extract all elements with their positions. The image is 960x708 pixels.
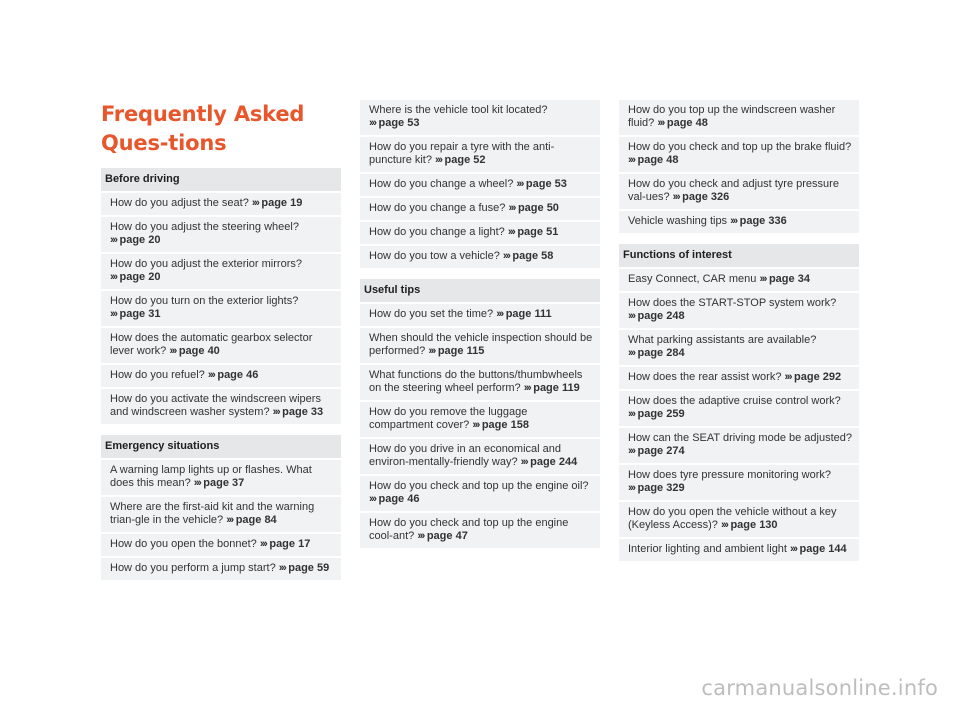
faq-question: How do you check and adjust tyre pressure val-ues?: [628, 178, 839, 203]
page-label: page: [637, 482, 664, 494]
reference-arrow-icon: ›››: [472, 419, 479, 431]
page-label: page: [203, 477, 229, 489]
page-label: page: [533, 382, 559, 394]
page-number: 52: [473, 154, 486, 166]
page-label: page: [768, 273, 795, 285]
section-header: Functions of interest: [619, 244, 859, 267]
reference-arrow-icon: ›››: [369, 117, 376, 129]
page-number: 274: [666, 445, 685, 457]
reference-arrow-icon: ›››: [169, 345, 176, 357]
page-label: page: [444, 154, 471, 166]
page-label: page: [730, 519, 757, 531]
page-number: 40: [207, 345, 220, 357]
page-number: 119: [561, 382, 580, 394]
page-reference-link[interactable]: [628, 408, 685, 420]
reference-arrow-icon: ›››: [508, 202, 515, 214]
page-reference-link[interactable]: [730, 215, 787, 227]
page-reference-link[interactable]: [226, 514, 277, 526]
page-label: page: [178, 345, 205, 357]
page-reference-link[interactable]: [110, 308, 161, 320]
page-label: page: [505, 308, 532, 320]
page-reference-link[interactable]: [628, 347, 685, 359]
page-label: page: [437, 345, 464, 357]
faq-question: Where are the first-aid kit and the warning trian-gle in the vehicle?: [110, 501, 315, 526]
reference-arrow-icon: ›››: [417, 530, 424, 542]
reference-arrow-icon: ›››: [259, 538, 267, 550]
page-reference-link[interactable]: [721, 519, 778, 531]
faq-item: [101, 558, 341, 580]
faq-question: How does the rear assist work?: [628, 371, 782, 383]
page-label: page: [799, 543, 826, 555]
reference-arrow-icon: ›››: [507, 226, 515, 238]
page-label: page: [288, 562, 314, 574]
faq-item: [360, 476, 600, 511]
page-reference-link[interactable]: [472, 419, 529, 431]
page-number: 84: [264, 514, 277, 526]
page-reference-link[interactable]: [428, 345, 484, 357]
page-reference-link[interactable]: [435, 154, 486, 166]
faq-question: How can the SEAT driving mode be adjusted?: [628, 432, 853, 444]
page-number: 248: [666, 310, 685, 322]
page-label: page: [525, 178, 552, 190]
page-number: 53: [554, 178, 567, 190]
faq-item: [101, 389, 341, 424]
faq-item: [101, 497, 341, 532]
page-reference-link[interactable]: [110, 271, 161, 283]
page-reference-link[interactable]: [516, 178, 567, 190]
faq-item: [360, 439, 600, 474]
page-number: 37: [232, 477, 245, 489]
page-number: 51: [546, 226, 559, 238]
page-number: 284: [666, 347, 685, 359]
page-label: page: [378, 493, 405, 505]
page-reference-link[interactable]: [369, 117, 420, 129]
reference-arrow-icon: ›››: [428, 345, 435, 357]
faq-section: [101, 435, 341, 580]
reference-arrow-icon: ›››: [628, 408, 635, 420]
faq-question: How do you adjust the exterior mirrors?: [110, 258, 302, 270]
faq-question: What functions do the buttons/thumbwheels on the steering wheel perform?: [369, 369, 583, 394]
faq-question: How do you change a fuse?: [369, 202, 506, 214]
page-label: page: [637, 347, 664, 359]
faq-question: Where is the vehicle tool kit located?: [369, 104, 548, 116]
reference-arrow-icon: ›››: [278, 562, 286, 574]
reference-arrow-icon: ›››: [435, 154, 442, 166]
page-reference-link[interactable]: [628, 482, 685, 494]
reference-arrow-icon: ›››: [110, 234, 117, 246]
faq-item: [360, 100, 600, 135]
reference-arrow-icon: ›››: [523, 382, 531, 394]
reference-arrow-icon: ›››: [110, 308, 117, 320]
page-reference-link[interactable]: [790, 543, 847, 555]
faq-section: [101, 168, 341, 424]
faq-question: How do you remove the luggage compartment cover?: [369, 406, 528, 431]
column-3: [619, 100, 859, 572]
faq-question: How do you top up the windscreen washer fluid?: [628, 104, 836, 129]
reference-arrow-icon: ›››: [207, 369, 215, 381]
page-label: page: [666, 117, 693, 129]
page-label: page: [426, 530, 453, 542]
reference-arrow-icon: ›››: [720, 519, 728, 531]
faq-question: How do you check and top up the engine cool-ant?: [369, 517, 569, 542]
page-reference-link[interactable]: [524, 382, 580, 394]
reference-arrow-icon: ›››: [730, 215, 737, 227]
faq-item: [619, 137, 859, 172]
page-number: 144: [828, 543, 847, 555]
page-reference-link[interactable]: [785, 371, 842, 383]
faq-item: [101, 291, 341, 326]
page-reference-link[interactable]: [508, 202, 559, 214]
faq-item: [360, 304, 600, 326]
reference-arrow-icon: ›››: [272, 406, 280, 418]
page-label: page: [282, 406, 308, 418]
page-reference-link[interactable]: [369, 493, 420, 505]
reference-arrow-icon: ›››: [496, 308, 503, 320]
reference-arrow-icon: ›››: [226, 514, 233, 526]
page-label: page: [682, 191, 708, 203]
faq-item: [619, 211, 859, 233]
faq-question: How do you check and top up the engine oil?: [369, 480, 589, 492]
reference-arrow-icon: ›››: [516, 178, 523, 190]
page-number: 244: [558, 456, 578, 468]
faq-question: How do you drive in an economical and environ-mentally-friendly way?: [369, 443, 562, 468]
faq-question: How do you refuel?: [110, 369, 205, 381]
faq-item: [619, 293, 859, 328]
page-number: 111: [534, 308, 552, 320]
page-number: 48: [695, 117, 708, 129]
page-reference-link[interactable]: [194, 477, 245, 489]
page-reference-link[interactable]: [657, 117, 708, 129]
page-number: 58: [541, 250, 554, 262]
faq-item: [101, 365, 341, 387]
faq-question: How do you set the time?: [369, 308, 494, 320]
page-title: Frequently Asked Ques-tions: [101, 102, 305, 155]
page-number: 259: [666, 408, 685, 420]
reference-arrow-icon: ›››: [784, 371, 792, 383]
page-label: page: [517, 202, 544, 214]
page-number: 158: [510, 419, 529, 431]
page-label: page: [512, 250, 539, 262]
page-label: page: [269, 538, 296, 550]
page-number: 33: [310, 406, 324, 418]
faq-item: [619, 391, 859, 426]
faq-item: [360, 513, 600, 548]
section-header: Before driving: [101, 168, 341, 191]
reference-arrow-icon: ›››: [520, 456, 528, 468]
page-label: page: [794, 371, 820, 383]
faq-item: [619, 330, 859, 365]
reference-arrow-icon: ›››: [369, 493, 376, 505]
faq-question: How do you open the bonnet?: [110, 538, 257, 550]
column-1: [101, 100, 341, 591]
watermark-text: carmanualsonline.info: [701, 676, 938, 700]
faq-item: [619, 428, 859, 463]
page-label: page: [261, 197, 288, 209]
reference-arrow-icon: ›››: [193, 477, 201, 489]
page-number: 336: [768, 215, 787, 227]
page-number: 46: [246, 369, 259, 381]
faq-item: [360, 174, 600, 196]
faq-question: How do you adjust the seat?: [110, 197, 249, 209]
page-reference-link[interactable]: [503, 250, 554, 262]
faq-item: [360, 137, 600, 172]
faq-item: [619, 367, 859, 389]
faq-question: A warning lamp lights up or flashes. What does this mean?: [110, 464, 312, 489]
reference-arrow-icon: ›››: [628, 482, 635, 494]
column-2: [360, 100, 600, 559]
page-reference-link[interactable]: [496, 308, 551, 320]
page-label: page: [637, 310, 664, 322]
reference-arrow-icon: ›››: [251, 197, 259, 209]
page-reference-link[interactable]: [279, 562, 330, 574]
faq-item: [360, 365, 600, 400]
page-label: page: [378, 117, 405, 129]
faq-item: [360, 402, 600, 437]
section-header: Emergency situations: [101, 435, 341, 458]
faq-question: How do you activate the windscreen wipers and windscreen washer system?: [110, 393, 321, 418]
faq-question: How do you perform a jump start?: [110, 562, 276, 574]
reference-arrow-icon: ›››: [628, 445, 635, 457]
reference-arrow-icon: ›››: [759, 273, 766, 285]
faq-item: [619, 100, 859, 135]
page-reference-link[interactable]: [260, 538, 311, 550]
page-reference-link[interactable]: [508, 226, 559, 238]
page-label: page: [119, 308, 146, 320]
page-label: page: [637, 445, 664, 457]
reference-arrow-icon: ›››: [628, 154, 635, 166]
page-reference-link[interactable]: [417, 530, 468, 542]
page-number: 329: [666, 482, 685, 494]
faq-item: [619, 539, 859, 561]
page-number: 20: [148, 234, 161, 246]
page-number: 31: [148, 308, 161, 320]
page-reference-link[interactable]: [628, 310, 685, 322]
reference-arrow-icon: ›››: [672, 191, 680, 203]
faq-item: [360, 328, 600, 363]
faq-item: [101, 217, 341, 252]
faq-question: How does tyre pressure monitoring work?: [628, 469, 831, 481]
page-number: 46: [407, 493, 420, 505]
page-number: 17: [298, 538, 311, 550]
faq-item: [619, 174, 859, 209]
faq-question: How does the automatic gearbox selector lever work?: [110, 332, 313, 357]
reference-arrow-icon: ›››: [657, 117, 664, 129]
page-reference-link[interactable]: [759, 273, 810, 285]
page-number: 115: [466, 345, 485, 357]
page-number: 59: [317, 562, 330, 574]
page-reference-link[interactable]: [208, 369, 259, 381]
faq-question: How do you adjust the steering wheel?: [110, 221, 299, 233]
reference-arrow-icon: ›››: [790, 543, 797, 555]
page-label: page: [481, 419, 508, 431]
page-number: 50: [546, 202, 559, 214]
page-reference-link[interactable]: [628, 445, 685, 457]
page-reference-link[interactable]: [628, 154, 679, 166]
faq-question: How do you change a wheel?: [369, 178, 514, 190]
reference-arrow-icon: ›››: [110, 271, 117, 283]
faq-item: [619, 465, 859, 500]
faq-section: [619, 100, 859, 233]
faq-question: How does the adaptive cruise control work?: [628, 395, 841, 407]
faq-section: [619, 244, 859, 561]
page-number: 19: [290, 197, 303, 209]
faq-section: [360, 279, 600, 548]
faq-question: How do you tow a vehicle?: [369, 250, 500, 262]
faq-question: How do you repair a tyre with the anti-puncture kit?: [369, 141, 555, 166]
faq-item: [619, 502, 859, 537]
faq-item: [101, 328, 341, 363]
faq-item: [101, 193, 341, 215]
page-reference-link[interactable]: [110, 234, 161, 246]
page-number: 292: [822, 371, 842, 383]
faq-question: How do you open the vehicle without a key (Keyless Access)?: [628, 506, 837, 531]
page-number: 20: [148, 271, 161, 283]
page-reference-link[interactable]: [252, 197, 303, 209]
faq-item: [619, 269, 859, 291]
reference-arrow-icon: ›››: [628, 347, 635, 359]
page-label: page: [637, 154, 664, 166]
page-label: page: [119, 234, 146, 246]
faq-question: How do you change a light?: [369, 226, 505, 238]
faq-question: When should the vehicle inspection should be performed?: [369, 332, 593, 357]
reference-arrow-icon: ›››: [502, 250, 510, 262]
faq-question: How do you turn on the exterior lights?: [110, 295, 299, 307]
faq-question: Interior lighting and ambient light: [628, 543, 787, 555]
faq-item: [101, 460, 341, 495]
page-label: page: [530, 456, 556, 468]
page-number: 130: [759, 519, 778, 531]
page-label: page: [517, 226, 544, 238]
faq-question: Vehicle washing tips: [628, 215, 728, 227]
page-reference-link[interactable]: [673, 191, 730, 203]
faq-item: [360, 246, 600, 268]
page-number: 48: [666, 154, 679, 166]
faq-item: [101, 254, 341, 289]
page-label: page: [637, 408, 664, 420]
page-reference-link[interactable]: [521, 456, 578, 468]
page-label: page: [119, 271, 146, 283]
section-header: Useful tips: [360, 279, 600, 302]
faq-item: [101, 534, 341, 556]
page-label: page: [739, 215, 766, 227]
page-reference-link[interactable]: [169, 345, 220, 357]
faq-question: Easy Connect, CAR menu: [628, 273, 757, 285]
faq-question: What parking assistants are available?: [628, 334, 817, 346]
faq-item: [360, 198, 600, 220]
page-number: 53: [407, 117, 420, 129]
page-label: page: [235, 514, 262, 526]
faq-question: How do you check and top up the brake fluid?: [628, 141, 852, 153]
page-reference-link[interactable]: [273, 406, 324, 418]
page-number: 47: [455, 530, 468, 542]
page-number: 326: [710, 191, 730, 203]
page-number: 34: [797, 273, 810, 285]
faq-item: [360, 222, 600, 244]
faq-question: How does the START-STOP system work?: [628, 297, 837, 309]
page-label: page: [217, 369, 244, 381]
reference-arrow-icon: ›››: [628, 310, 635, 322]
faq-section: [360, 100, 600, 268]
